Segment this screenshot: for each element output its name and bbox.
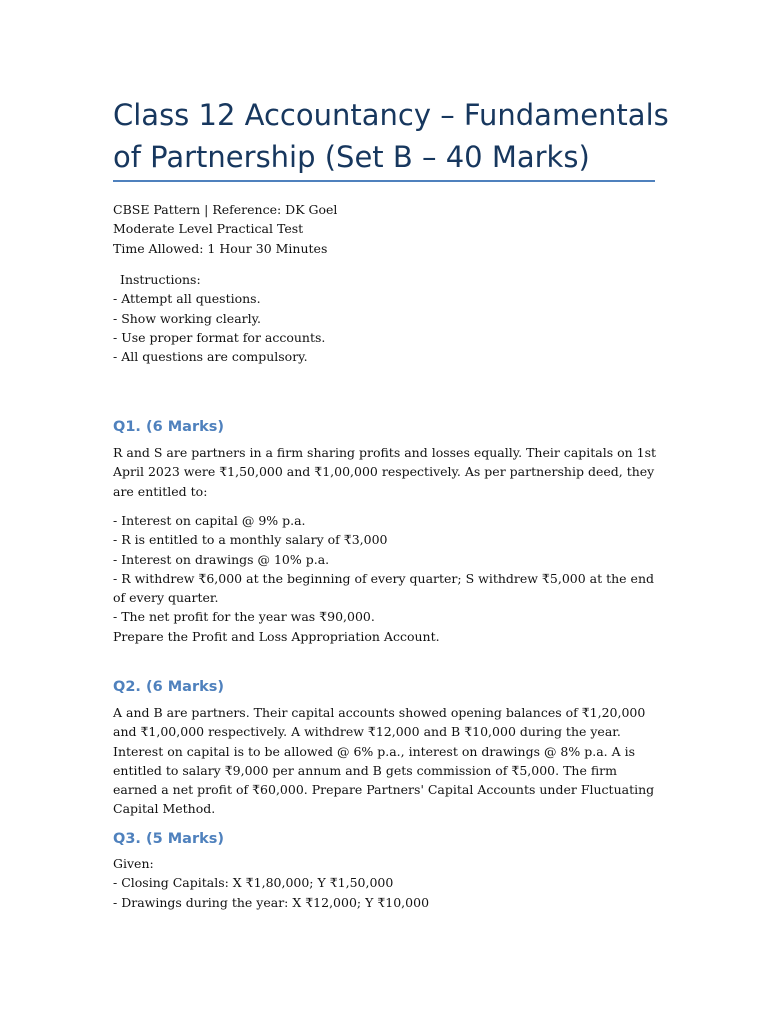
q1-intro: R and S are partners in a firm sharing profits and losses equally. Their capitals on 1st April 2023 were ₹1,50,000 and ₹1,00,000 respectively. As per partnership deed, they are entitled to: — [113, 445, 657, 499]
instruction-item: - All questions are compulsory. — [113, 349, 308, 365]
instructions-block — [113, 270, 663, 366]
q1-heading: Q1. (6 Marks) — [113, 419, 225, 435]
q3-block — [113, 854, 663, 912]
q1-point: - The net profit for the year was ₹90,000. — [113, 609, 375, 625]
q2-body: A and B are partners. Their capital accounts showed opening balances of ₹1,20,000 and ₹1,00,000 respectively. A withdrew ₹12,000 and B ₹10,000 during the year. Interest on capital is to be allowed @ 6% p.a., interest on drawings @ 8% p.a. A is entitled to salary ₹9,000 per annum and B gets commission of ₹5,000. The firm earned a net profit of ₹60,000. Prepare Partners' Capital Accounts under Fluctuating Capital Method. — [113, 705, 655, 817]
q3-point: - Drawings during the year: X ₹12,000; Y ₹10,000 — [113, 894, 430, 910]
meta-time: Time Allowed: 1 Hour 30 Minutes — [113, 240, 328, 256]
instruction-item: - Attempt all questions. — [113, 291, 261, 307]
q3-given: Given: — [113, 856, 154, 871]
q1-task: Prepare the Profit and Loss Appropriation Account. — [113, 628, 440, 644]
q1-point: - R is entitled to a monthly salary of ₹3,000 — [113, 532, 388, 548]
document-title: Class 12 Accountancy – Fundamentals of Partnership (Set B – 40 Marks) — [113, 98, 669, 174]
q1-point: - R withdrew ₹6,000 at the beginning of every quarter; S withdrew ₹5,000 at the end of every quarter. — [113, 570, 654, 606]
meta-block — [113, 200, 663, 258]
instructions-heading: Instructions: — [120, 272, 201, 287]
meta-reference: CBSE Pattern | Reference: DK Goel — [113, 202, 338, 217]
instruction-item: - Use proper format for accounts. — [113, 329, 326, 345]
q1-point: - Interest on capital @ 9% p.a. — [113, 513, 306, 528]
q2-heading: Q2. (6 Marks) — [113, 679, 225, 695]
title-underline — [113, 180, 655, 182]
meta-level: Moderate Level Practical Test — [113, 221, 304, 237]
q1-point: - Interest on drawings @ 10% p.a. — [113, 551, 330, 567]
instruction-item: - Show working clearly. — [113, 310, 262, 326]
q3-heading: Q3. (5 Marks) — [113, 831, 225, 847]
q3-point: - Closing Capitals: X ₹1,80,000; Y ₹1,50,000 — [113, 875, 394, 891]
q1-points — [113, 511, 661, 646]
